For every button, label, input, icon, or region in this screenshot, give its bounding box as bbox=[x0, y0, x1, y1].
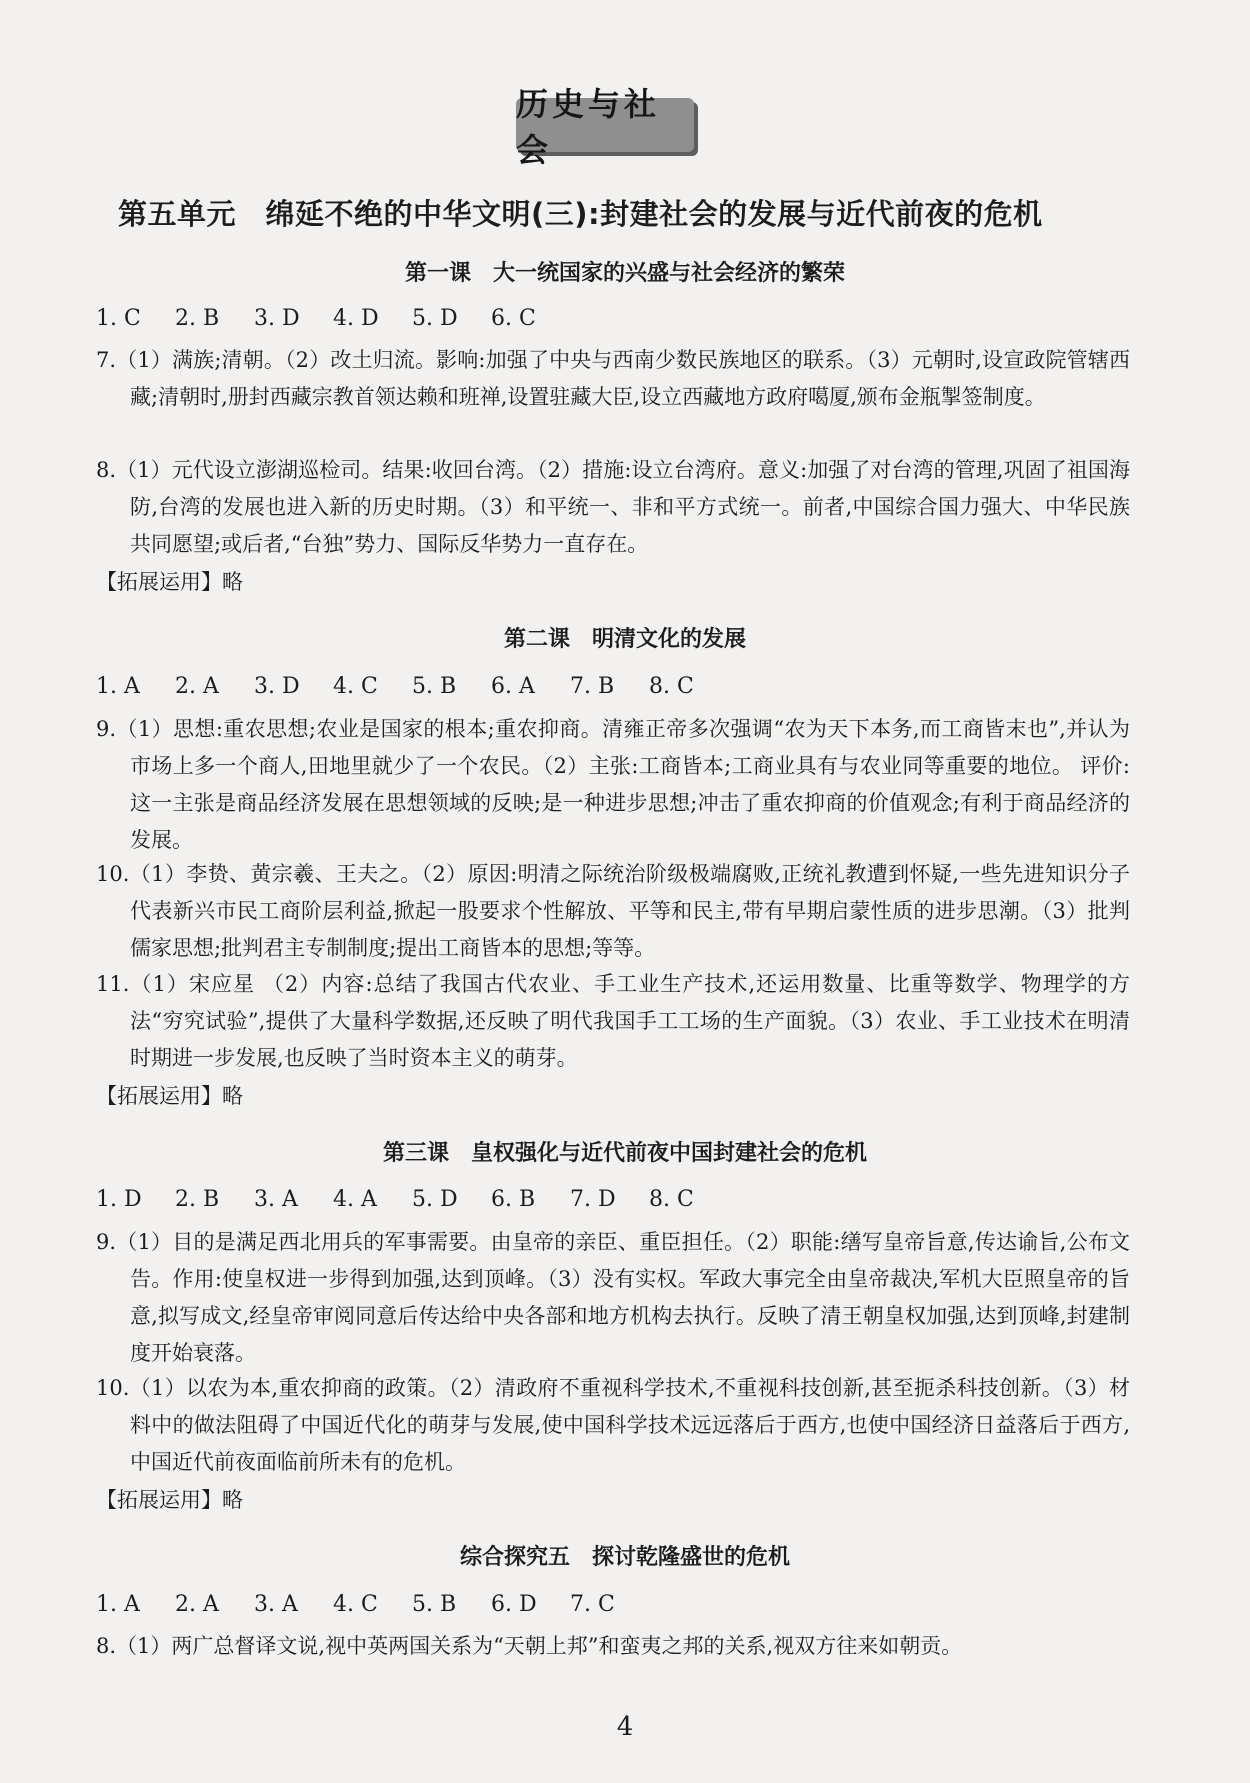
subject-banner-text: 历史与社会 bbox=[516, 85, 661, 169]
choice-answer: 1. C bbox=[96, 306, 141, 331]
choice-answer: 7. C bbox=[570, 1592, 615, 1617]
choice-answers bbox=[96, 674, 721, 699]
answer-paragraph: 9.（1）思想:重农思想;农业是国家的根本;重农抑商。清雍正帝多次强调“农为天下本务,而工商皆末也”,并认为市场上多一个商人,田地里就少了一个农民。（2）主张:工商皆本;工商业具有与农业同等重要的地位。 评价:这一主张是商品经济发展在思想领域的反映;是一种进步思想;冲击了重农抑商的价值观念;有利于商品经济的发展。 bbox=[96, 717, 1130, 852]
choice-answer: 6. D bbox=[491, 1592, 537, 1617]
answer-paragraph: 10.（1）以农为本,重农抑商的政策。（2）清政府不重视科学技术,不重视科技创新,甚至扼杀科技创新。（3）材料中的做法阻碍了中国近代化的萌芽与发展,使中国科学技术远远落后于西方,也使中国经济日益落后于西方,中国近代前夜面临前所未有的危机。 bbox=[96, 1376, 1130, 1474]
answer-paragraph: 8.（1）两广总督译文说,视中英两国关系为“天朝上邦”和蛮夷之邦的关系,视双方往来如朝贡。 bbox=[96, 1634, 963, 1658]
choice-answers bbox=[96, 306, 563, 331]
choice-answer: 4. A bbox=[333, 1187, 377, 1212]
choice-answer: 1. D bbox=[96, 1187, 142, 1212]
lesson-title: 第一课 大一统国家的兴盛与社会经济的繁荣 bbox=[404, 261, 845, 286]
page-number: 4 bbox=[616, 1712, 634, 1742]
extension-note: 【拓展运用】略 bbox=[96, 570, 243, 594]
choice-answer: 8. C bbox=[649, 1187, 694, 1212]
answer-paragraph: 7.（1）满族;清朝。（2）改土归流。影响:加强了中央与西南少数民族地区的联系。（3）元朝时,设宣政院管辖西藏;清朝时,册封西藏宗教首领达赖和班禅,设置驻藏大臣,设立西藏地方政府噶厦,颁布金瓶掣签制度。 bbox=[96, 348, 1130, 409]
choice-answer: 4. C bbox=[333, 674, 378, 699]
lesson-title: 第二课 明清文化的发展 bbox=[503, 627, 746, 652]
choice-answer: 8. C bbox=[649, 674, 694, 699]
answer-paragraph: 9.（1）目的是满足西北用兵的军事需要。由皇帝的亲臣、重臣担任。（2）职能:缮写皇帝旨意,传达谕旨,公布文告。作用:使皇权进一步得到加强,达到顶峰。（3）没有实权。军政大事完全由皇帝裁决,军机大臣照皇帝的旨意,拟写成文,经皇帝审阅同意后传达给中央各部和地方机构去执行。反映了清王朝皇权加强,达到顶峰,封建制度开始衰落。 bbox=[96, 1230, 1130, 1365]
answer-paragraph: 11.（1）宋应星 （2）内容:总结了我国古代农业、手工业生产技术,还运用数量、比重等数学、物理学的方法“穷究试验”,提供了大量科学数据,还反映了明代我国手工工场的生产面貌。（3）农业、手工业技术在明清时期进一步发展,也反映了当时资本主义的萌芽。 bbox=[96, 972, 1130, 1070]
subject-banner bbox=[516, 85, 694, 169]
choice-answer: 3. A bbox=[254, 1592, 298, 1617]
choice-answer: 3. D bbox=[254, 306, 300, 331]
choice-answer: 2. B bbox=[175, 306, 220, 331]
choice-answer: 5. D bbox=[412, 306, 458, 331]
answer-paragraph: 10.（1）李贽、黄宗羲、王夫之。（2）原因:明清之际统治阶级极端腐败,正统礼教遭到怀疑,一些先进知识分子代表新兴市民工商阶层利益,掀起一股要求个性解放、平等和民主,带有早期启蒙性质的进步思潮。（3）批判儒家思想;批判君主专制制度;提出工商皆本的思想;等等。 bbox=[96, 862, 1130, 960]
choice-answer: 2. A bbox=[175, 674, 219, 699]
choice-answer: 6. B bbox=[491, 1187, 536, 1212]
extension-note: 【拓展运用】略 bbox=[96, 1488, 243, 1512]
lesson-title: 第三课 皇权强化与近代前夜中国封建社会的危机 bbox=[382, 1141, 867, 1166]
choice-answers bbox=[96, 1187, 721, 1212]
choice-answer: 5. B bbox=[412, 674, 457, 699]
choice-answer: 5. D bbox=[412, 1187, 458, 1212]
choice-answer: 3. A bbox=[254, 1187, 298, 1212]
choice-answer: 6. C bbox=[491, 306, 536, 331]
choice-answer: 7. D bbox=[570, 1187, 616, 1212]
choice-answer: 5. B bbox=[412, 1592, 457, 1617]
choice-answer: 2. B bbox=[175, 1187, 220, 1212]
answer-paragraph: 8.（1）元代设立澎湖巡检司。结果:收回台湾。（2）措施:设立台湾府。意义:加强了对台湾的管理,巩固了祖国海防,台湾的发展也进入新的历史时期。（3）和平统一、非和平方式统一。前者,中国综合国力强大、中华民族共同愿望;或后者,“台独”势力、国际反华势力一直存在。 bbox=[96, 458, 1130, 556]
choice-answer: 4. C bbox=[333, 1592, 378, 1617]
unit-title: 第五单元 绵延不绝的中华文明(三):封建社会的发展与近代前夜的危机 bbox=[118, 197, 1043, 231]
choice-answer: 1. A bbox=[96, 674, 140, 699]
lesson-title: 综合探究五 探讨乾隆盛世的危机 bbox=[459, 1545, 790, 1570]
choice-answer: 7. B bbox=[570, 674, 615, 699]
extension-note: 【拓展运用】略 bbox=[96, 1084, 243, 1108]
choice-answer: 2. A bbox=[175, 1592, 219, 1617]
choice-answers bbox=[96, 1592, 642, 1617]
choice-answer: 4. D bbox=[333, 306, 379, 331]
choice-answer: 3. D bbox=[254, 674, 300, 699]
choice-answer: 1. A bbox=[96, 1592, 140, 1617]
choice-answer: 6. A bbox=[491, 674, 535, 699]
